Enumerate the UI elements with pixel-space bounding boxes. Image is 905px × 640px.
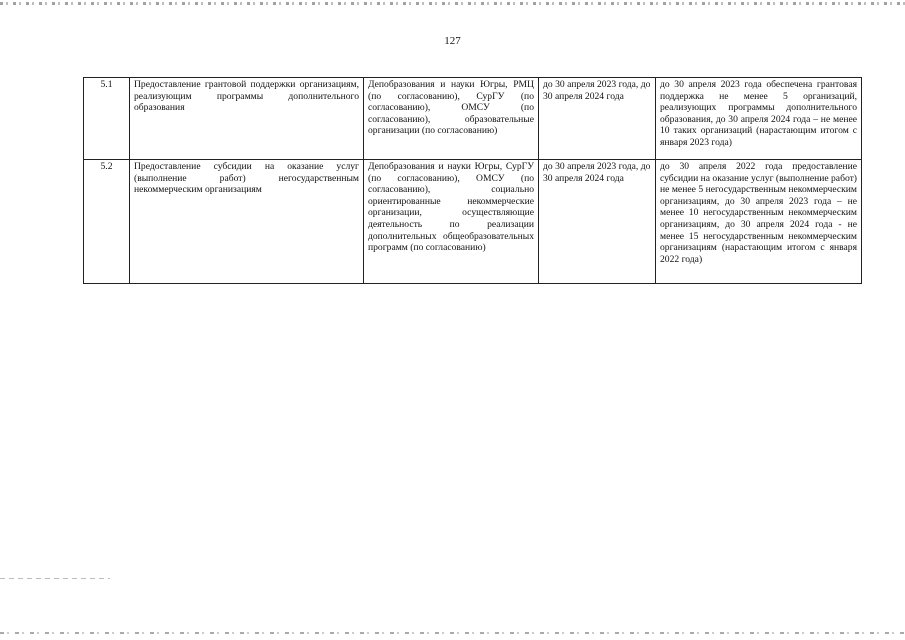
activity-cell: Предоставление грантовой поддержки организациям, реализующим программы дополнительного образования (130, 78, 364, 160)
table-row (84, 78, 862, 160)
deadline-cell: до 30 апреля 2023 года, до 30 апреля 2024 года (539, 78, 656, 160)
activity-cell: Предоставление субсидии на оказание услуг (выполнение работ) негосударственным некоммерческим организациям (130, 160, 364, 284)
page-number: 127 (444, 35, 461, 47)
scan-artifact-bottom (0, 632, 905, 634)
scan-artifact-top (0, 2, 905, 5)
scan-artifact-mid (0, 578, 110, 579)
table-row (84, 160, 862, 284)
result-cell: до 30 апреля 2022 года предоставление субсидии на оказание услуг (выполнение работ) не менее 5 негосударственным некоммерческим организациям, до 30 апреля 2023 года – не менее 10 негосударственным некоммерческим организациям, до 30 апреля 2024 года - не менее 15 негосударственным некоммерческим организациям (нарастающим итогом с января 2022 года) (656, 160, 862, 284)
executor-cell: Депобразования и науки Югры, РМЦ (по согласованию), СурГУ (по согласованию), ОМСУ (по согласованию), образовательные организации (по согласованию) (364, 78, 539, 160)
row-number: 5.1 (84, 78, 130, 160)
row-number: 5.2 (84, 160, 130, 284)
executor-cell: Депобразования и науки Югры, СурГУ (по согласованию), ОМСУ (по согласованию), социально ориентированные некоммерческие организации, осуществляющие деятельность по реализации дополнительных общеобразовательных программ (по согласованию) (364, 160, 539, 284)
measures-table (83, 77, 862, 284)
deadline-cell: до 30 апреля 2023 года, до 30 апреля 2024 года (539, 160, 656, 284)
result-cell: до 30 апреля 2023 года обеспечена грантовая поддержка не менее 5 организаций, реализующих программы дополнительного образования, до 30 апреля 2024 года – не менее 10 таких организаций (нарастающим итогом с января 2023 года) (656, 78, 862, 160)
